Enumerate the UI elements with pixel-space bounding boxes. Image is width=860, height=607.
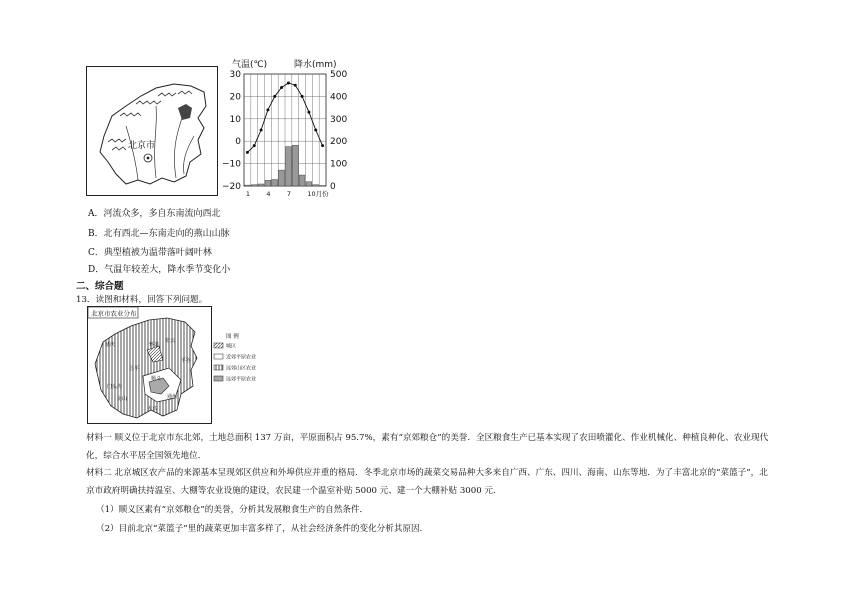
sub-question-2: （2）目前北京“菜篮子”里的蔬菜更加丰富多样了，从社会经济条件的变化分析其原因． — [96, 524, 429, 534]
map-city-label: 北京市 — [128, 141, 156, 151]
precipitation-bar — [245, 185, 251, 186]
place-pinggu: 平谷 — [181, 358, 192, 364]
place-huairou: 怀柔 — [149, 342, 160, 348]
temperature-point — [294, 84, 297, 87]
x-tick-label: 1 — [245, 190, 251, 198]
precipitation-bar — [258, 184, 264, 186]
material-1: 材料一 顺义位于北京市东北郊，土地总面积 137 万亩，平原面积占 95.7%，素有“京郊粮仓”的美誉．全区粮食生产已基本实现了农田喷灌化、作业机械化、种植良种化、农业现代化，综合水平居全国领先地位． — [86, 433, 769, 461]
place-tongzhou: 通州 — [167, 394, 178, 400]
legend-title: 图 例 — [226, 334, 239, 340]
section-title: 二、综合题 — [76, 281, 124, 292]
x-tick-label: 7 — [286, 190, 292, 198]
y-left-tick-label: −10 — [222, 159, 241, 170]
precipitation-bar — [265, 180, 271, 186]
precipitation-bar — [299, 175, 305, 186]
question-13: 13．读图和材料，回答下列问题。 — [76, 295, 208, 305]
y-left-tick-label: 20 — [229, 92, 241, 103]
option-c: C．典型植被为温带落叶阔叶林 — [88, 248, 212, 258]
precipitation-bar — [272, 180, 278, 186]
place-changping: 昌平 — [129, 366, 140, 372]
y-right-tick-label: 300 — [330, 114, 348, 125]
option-d: D．气温年较差大，降水季节变化小 — [88, 265, 231, 275]
option-b: B．北有西北—东南走向的燕山山脉 — [88, 229, 230, 239]
temperature-point — [287, 81, 290, 84]
y-right-axis-label: 降水(mm) — [294, 60, 337, 70]
temperature-point — [260, 129, 263, 132]
sub-question-1: （1）顺义区素有“京郊粮仓”的美誉，分析其发展粮食生产的自然条件． — [96, 505, 369, 515]
legend-item-2: 近郊平原农业 — [226, 354, 257, 361]
legend-item-4: 远郊平原农业 — [226, 376, 257, 383]
temperature-point — [321, 144, 324, 147]
y-left-tick-label: −20 — [222, 182, 241, 192]
temperature-point — [246, 151, 249, 154]
climate-chart — [222, 56, 362, 202]
beijing-map-figure — [86, 66, 218, 196]
material-2: 材料二 北京城区农产品的来源基本呈现郊区供应和外埠供应并重的格局．冬季北京市场的蔬菜交易品种大多来自广西、广东、四川、海南、山东等地．为了丰富北京的“菜篮子”，北京市政府明确扶持温室、大棚等农业设施的建设，农民建一个温室补贴 5000 元、建一个大棚补贴 3000 元． — [86, 468, 768, 496]
precipitation-bar — [292, 145, 298, 186]
option-a: A．河流众多，多自东南流向西北 — [88, 209, 221, 219]
precipitation-bar — [306, 182, 312, 186]
y-left-tick-label: 30 — [229, 70, 241, 80]
agriculture-map-legend — [212, 330, 272, 390]
y-left-axis-label: 气温(℃) — [232, 60, 268, 70]
y-right-tick-label: 200 — [330, 137, 348, 148]
temperature-point — [280, 86, 283, 89]
place-shunyi: 顺义 — [151, 376, 162, 382]
x-tick-label: 4 — [266, 190, 271, 198]
place-fangshan: 房山 — [117, 396, 128, 402]
place-miyun: 密云 — [165, 338, 176, 344]
precipitation-bar — [313, 185, 319, 186]
temperature-point — [314, 129, 317, 132]
y-left-tick-label: 10 — [229, 114, 241, 125]
y-left-tick-label: 0 — [235, 137, 241, 148]
temperature-point — [273, 95, 276, 98]
legend-item-1: 城区 — [226, 343, 237, 350]
place-mentougou: 门头沟 — [107, 384, 123, 390]
temperature-point — [307, 111, 310, 114]
agriculture-map-figure — [87, 306, 212, 424]
temperature-point — [301, 95, 304, 98]
y-right-tick-label: 100 — [330, 159, 348, 170]
place-yanqing: 延庆 — [105, 342, 116, 348]
y-right-tick-label: 400 — [330, 92, 348, 103]
precipitation-bar — [279, 170, 285, 186]
legend-item-3: 远郊山区农业 — [226, 365, 257, 372]
x-tick-label: 10月份 — [307, 190, 329, 198]
precipitation-bar — [251, 185, 257, 186]
y-right-tick-label: 0 — [330, 182, 336, 192]
agri-map-title: 北京市农业分布 — [91, 309, 137, 318]
precipitation-bar — [286, 147, 292, 186]
place-daxing: 大兴 — [147, 406, 158, 412]
temperature-point — [253, 144, 256, 147]
y-right-tick-label: 500 — [330, 70, 348, 80]
temperature-point — [266, 108, 269, 111]
